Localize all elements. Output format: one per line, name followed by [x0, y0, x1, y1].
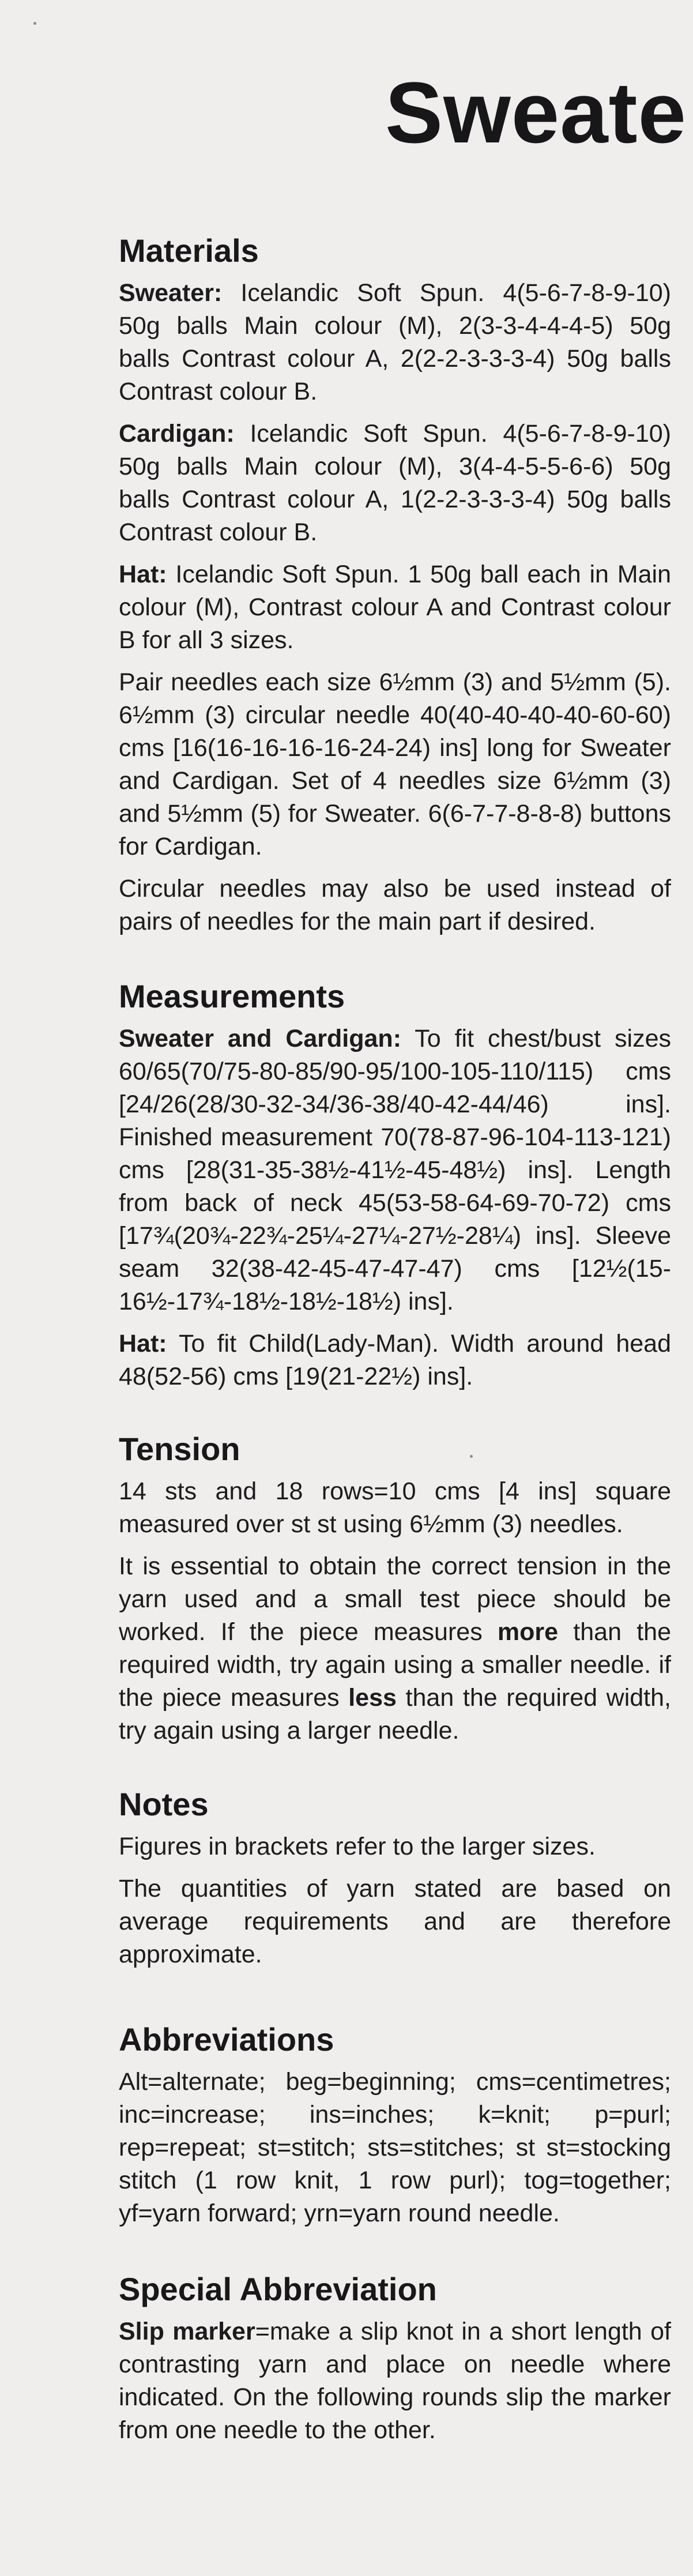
- special-abbreviation-section: [119, 2270, 671, 2447]
- sweater-cardigan-measurements-text: To fit chest/bust sizes 60/65(70/75-80-85/90-95/100-105-110/115) cms [24/26(28/30-32-34/36-38/40-42-44/46) ins]. Finished measurement 70(78-87-96-104-113-121) cms [28(31-35-38½-41½-45-48½) ins]. Length from back of neck 45(53-58-64-69-70-72) cms [17¾(20¾-22¾-25¼-27¼-27½-28¼) ins]. Sleeve seam 32(38-42-45-47-47-47) cms [12½(15-16½-17¾-18½-18½-18½) ins].: [119, 1025, 671, 1315]
- circular-needles-text: Circular needles may also be used instead of pairs of needles for the main part if desired.: [119, 875, 671, 935]
- page-title: Sweate: [385, 64, 687, 161]
- paper-speck: [470, 1455, 473, 1458]
- tension-heading: Tension: [119, 1431, 240, 1467]
- pattern-content: [119, 232, 671, 2456]
- hat-label: Hat:: [119, 561, 167, 588]
- needles-text: Pair needles each size 6½mm (3) and 5½mm (5). 6½mm (3) circular needle 40(40-40-40-40-60-60) cms [16(16-16-16-16-24-24) ins] long for Sweater and Cardigan. Set of 4 needles size 6½mm (3) and 5½mm (5) for Sweater. 6(6-7-7-8-8-8) buttons for Cardigan.: [119, 668, 671, 860]
- hat-materials: [119, 558, 671, 657]
- sweater-materials-text: Icelandic Soft Spun. 4(5-6-7-8-9-10) 50g balls Main colour (M), 2(3-3-4-4-4-5) 50g balls Contrast colour A, 2(2-2-3-3-3-4) 50g balls Contrast colour B.: [119, 279, 671, 405]
- notes-section: [119, 1785, 671, 1971]
- measurements-section: [119, 977, 671, 1393]
- hat-measurements-text: To fit Child(Lady-Man). Width around head 48(52-56) cms [19(21-22½) ins].: [119, 1330, 671, 1390]
- hat-measurements: [119, 1328, 671, 1393]
- notes-heading: Notes: [119, 1786, 209, 1822]
- abbreviations-text: Alt=alternate; beg=beginning; cms=centimetres; inc=increase; ins=inches; k=knit; p=purl; rep=repeat; st=stitch; sts=stitches; st st=stocking stitch (1 row knit, 1 row purl); tog=together; yf=yarn forward; yrn=yarn round needle.: [119, 2068, 671, 2227]
- abbreviations-heading: Abbreviations: [119, 2021, 334, 2058]
- cardigan-label: Cardigan:: [119, 420, 235, 447]
- tension-advice-part-2: than the required width, try again using a smaller needle. if the piece measures: [119, 1618, 671, 1712]
- abbreviations-section: [119, 2021, 671, 2230]
- tension-less: less: [348, 1684, 397, 1712]
- tension-advice: [119, 1550, 671, 1747]
- tension-advice-part-1: It is essential to obtain the correct tension in the yarn used and a small test piece should be worked. If the piece measures: [119, 1552, 671, 1646]
- tension-more: more: [497, 1618, 559, 1646]
- hat-measure-label: Hat:: [119, 1330, 167, 1357]
- materials-section: [119, 232, 671, 938]
- cardigan-materials: [119, 418, 671, 549]
- tension-gauge: 14 sts and 18 rows=10 cms [4 ins] square measured over st st using 6½mm (3) needles.: [119, 1477, 671, 1538]
- sweater-label: Sweater:: [119, 279, 223, 307]
- measurements-heading: Measurements: [119, 978, 345, 1014]
- note-2: The quantities of yarn stated are based on average requirements and are therefore approximate.: [119, 1875, 671, 1968]
- note-1: Figures in brackets refer to the larger sizes.: [119, 1833, 596, 1860]
- slip-marker-label: Slip marker: [119, 2318, 255, 2345]
- special-abbreviation-heading: Special Abbreviation: [119, 2271, 437, 2307]
- sweater-materials: [119, 277, 671, 408]
- materials-heading: Materials: [119, 232, 259, 269]
- sweater-cardigan-label: Sweater and Cardigan:: [119, 1025, 402, 1052]
- cardigan-materials-text: Icelandic Soft Spun. 4(5-6-7-8-9-10) 50g balls Main colour (M), 3(4-4-5-5-6-6) 50g balls Contrast colour A, 1(2-2-3-3-3-4) 50g balls Contrast colour B.: [119, 420, 671, 546]
- slip-marker-text: =make a slip knot in a short length of contrasting yarn and place on needle where indicated. On the following rounds slip the marker from one needle to the other.: [119, 2318, 671, 2444]
- slip-marker-definition: [119, 2315, 671, 2447]
- sweater-cardigan-measurements: [119, 1022, 671, 1318]
- hat-materials-text: Icelandic Soft Spun. 1 50g ball each in Main colour (M), Contrast colour A and Contrast colour B for all 3 sizes.: [119, 561, 671, 654]
- paper-speck: [33, 22, 36, 25]
- tension-advice-part-3: than the required width, try again using a larger needle.: [119, 1684, 671, 1744]
- tension-section: [119, 1430, 671, 1747]
